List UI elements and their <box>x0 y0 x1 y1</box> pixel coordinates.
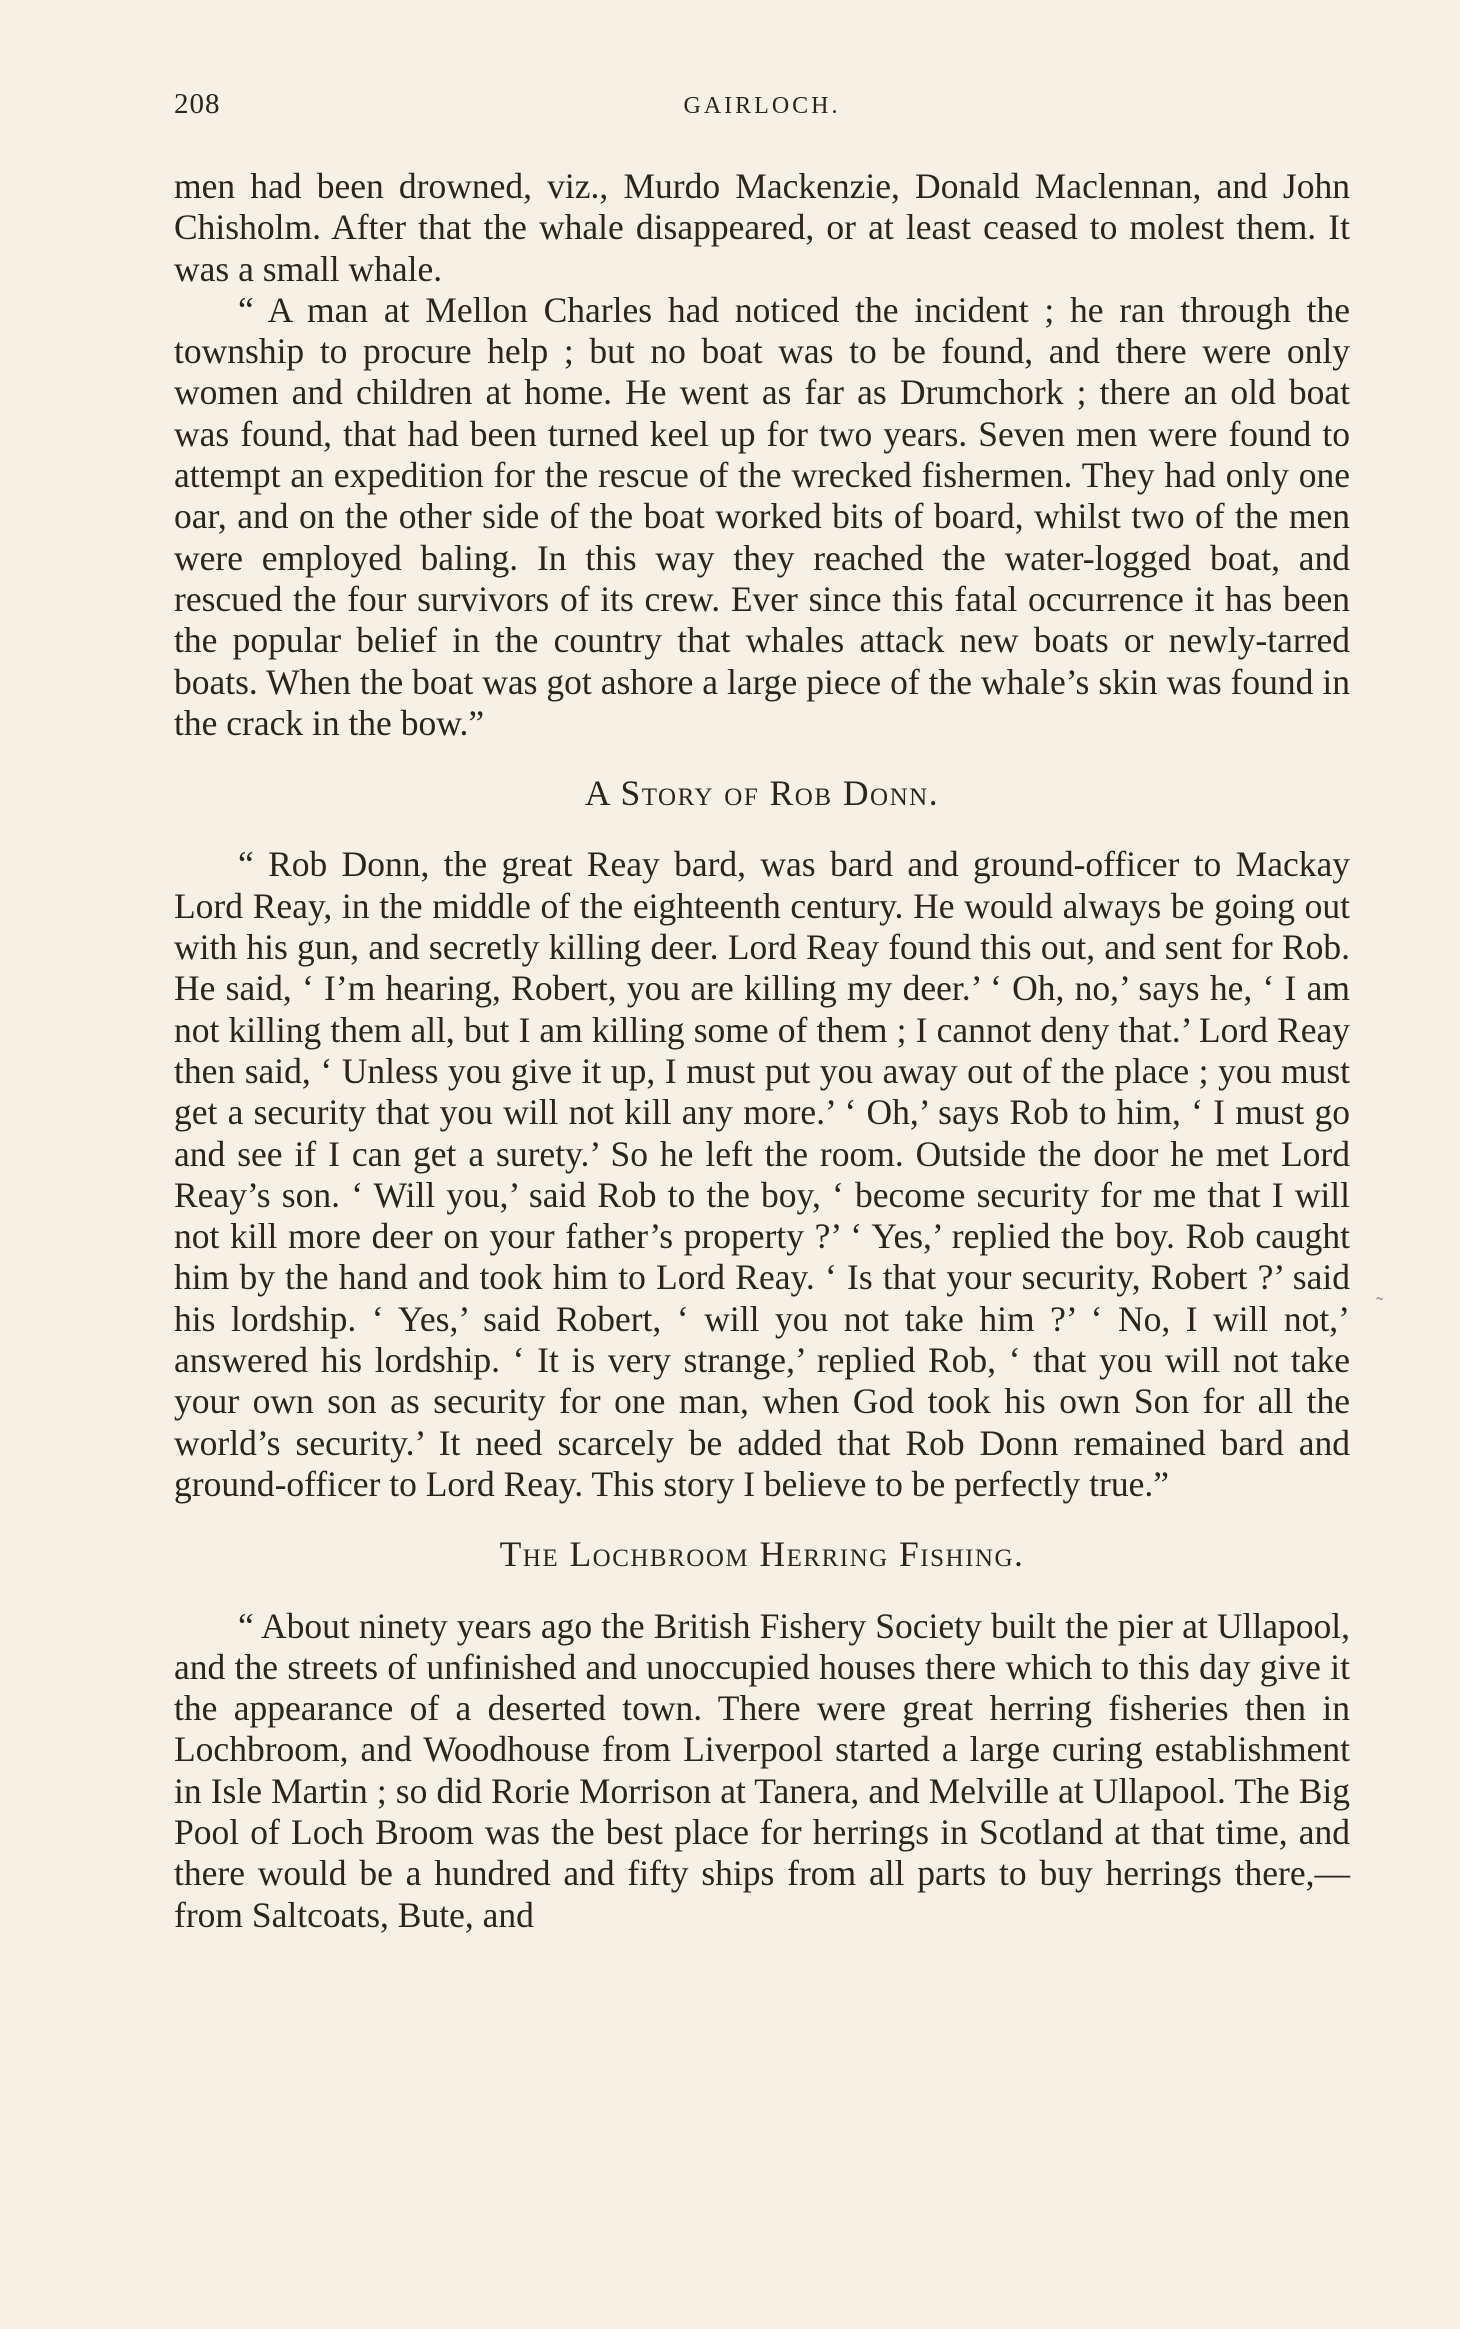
paragraph-mellon-charles: “ A man at Mellon Charles had noticed the incident ; he ran through the township to procure help ; but no boat was to be found, and there were only women and children at home. He went as far as Drumchork ; there an old boat was found, that had been turned keel up for two years. Seven men were found to attempt an expedition for the rescue of the wrecked fishermen. They had only one oar, and on the other side of the boat worked bits of board, whilst two of the men were employed baling. In this way they reached the water-logged boat, and rescued the four survivors of its crew. Ever since this fatal occurrence it has been the popular belief in the country that whales attack new boats or newly-tarred boats. When the boat was got ashore a large piece of the whale’s skin was found in the crack in the bow.” <box>174 289 1350 743</box>
body-text <box>174 166 1350 1936</box>
paragraph-herring-fishing: “ About ninety years ago the British Fishery Society built the pier at Ullapool, and the streets of unfinished and unoccupied houses there which to this day give it the appearance of a deserted town. There were great herring fisheries then in Lochbroom, and Woodhouse from Liverpool started a large curing establishment in Isle Martin ; so did Rorie Morrison at Tanera, and Melville at Ullapool. The Big Pool of Loch Broom was the best place for herrings in Scotland at that time, and there would be a hundred and fifty ships from all parts to buy herrings there,—from Saltcoats, Bute, and <box>174 1605 1350 1935</box>
running-head <box>174 88 1350 128</box>
running-title: GAIRLOCH. <box>683 93 841 119</box>
margin-mark: ˜ <box>1376 1292 1384 1317</box>
section-heading-herring-fishing: The Lochbroom Herring Fishing. <box>499 1534 1025 1575</box>
section-heading-rob-donn: A Story of Rob Donn. <box>584 773 940 814</box>
paragraph-whale-ending: men had been drowned, viz., Murdo Mackenzie, Donald Maclennan, and John Chisholm. After that the whale disappeared, or at least ceased to molest them. It was a small whale. <box>174 166 1350 289</box>
paragraph-rob-donn: “ Rob Donn, the great Reay bard, was bard and ground-officer to Mackay Lord Reay, in the middle of the eighteenth century. He would always be going out with his gun, and secretly killing deer. Lord Reay found this out, and sent for Rob. He said, ‘ I’m hearing, Robert, you are killing my deer.’ ‘ Oh, no,’ says he, ‘ I am not killing them all, but I am killing some of them ; I cannot deny that.’ Lord Reay then said, ‘ Unless you give it up, I must put you away out of the place ; you must get a security that you will not kill any more.’ ‘ Oh,’ says Rob to him, ‘ I must go and see if I can get a surety.’ So he left the room. Outside the door he met Lord Reay’s son. ‘ Will you,’ said Rob to the boy, ‘ become security for me that I will not kill more deer on your father’s property ?’ ‘ Yes,’ replied the boy. Rob caught him by the hand and took him to Lord Reay. ‘ Is that your security, Robert ?’ said his lordship. ‘ Yes,’ said Robert, ‘ will you not take him ?’ ‘ No, I will not,’ answered his lordship. ‘ It is very strange,’ replied Rob, ‘ that you will not take your own son as security for one man, when God took his own Son for all the world’s security.’ It need scarcely be added that Rob Donn remained bard and ground-officer to Lord Reay. This story I believe to be perfectly true.” <box>174 844 1350 1504</box>
page-number: 208 <box>174 88 221 120</box>
